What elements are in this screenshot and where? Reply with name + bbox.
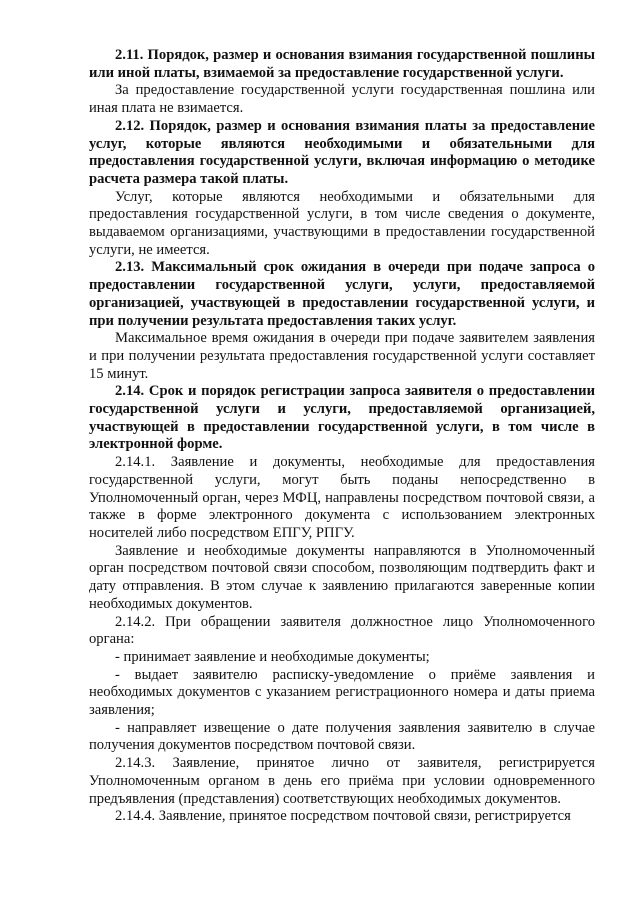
list-item: - направляет извещение о дате получения заявления заявителю в случае получения документов посредством почтовой связи. xyxy=(89,719,595,754)
paragraph: 2.14.3. Заявление, принятое лично от заявителя, регистрируется Уполномоченным органом в день его приёма при условии одновременного предъявления (представления) соответствующих необходимых документов. xyxy=(89,755,595,807)
list-item: - принимает заявление и необходимые документы; xyxy=(115,648,430,665)
section-heading-2-12: 2.12. Порядок, размер и основания взимания платы за предоставление услуг, которые являются необходимыми и обязательными для предоставления государственной услуги, включая информацию о методике расчета размера такой платы. xyxy=(89,117,595,187)
paragraph: 2.14.2. При обращении заявителя должностное лицо Уполномоченного органа: xyxy=(89,613,595,648)
document-page xyxy=(89,47,595,826)
section-heading-2-14: 2.14. Срок и порядок регистрации запроса заявителя о предоставлении государственной услуги и услуги, предоставляемой организацией, участвующей в предоставлении государственной услуги, в том числе в электронной форме. xyxy=(89,383,595,453)
paragraph: За предоставление государственной услуги государственная пошлина или иная плата не взимается. xyxy=(89,82,595,117)
list-item: - выдает заявителю расписку-уведомление о приёме заявления и необходимых документов с указанием регистрационного номера и даты приема заявления; xyxy=(89,666,595,719)
paragraph: Максимальное время ожидания в очереди при подаче заявителем заявления и при получении результата предоставления государственной услуги составляет 15 минут. xyxy=(89,330,595,382)
section-heading-2-11: 2.11. Порядок, размер и основания взимания государственной пошлины или иной платы, взимаемой за предоставление государственной услуги. xyxy=(89,47,595,81)
paragraph: 2.14.1. Заявление и документы, необходимые для предоставления государственной услуги, могут быть поданы непосредственно в Уполномоченный орган, через МФЦ, направлены посредством почтовой связи, а также в форме электронного документа с использованием электронных носителей либо посредством ЕПГУ, РПГУ. xyxy=(89,454,595,541)
section-heading-2-13: 2.13. Максимальный срок ожидания в очереди при подаче запроса о предоставлении государственной услуги, услуги, предоставляемой организацией, участвующей в предоставлении государственной услуги, и при получении результата предоставления таких услуг. xyxy=(89,259,595,329)
paragraph: 2.14.4. Заявление, принятое посредством почтовой связи, регистрируется xyxy=(115,808,571,825)
paragraph: Заявление и необходимые документы направляются в Уполномоченный орган посредством почтовой связи способом, позволяющим подтвердить факт и дату отправления. В этом случае к заявлению прилагаются заверенные копии необходимых документов. xyxy=(89,542,595,612)
paragraph: Услуг, которые являются необходимыми и обязательными для предоставления государственной услуги, в том числе сведения о документе, выдаваемом организациями, участвующими в предоставлении государственной услуги, не имеется. xyxy=(89,188,595,258)
